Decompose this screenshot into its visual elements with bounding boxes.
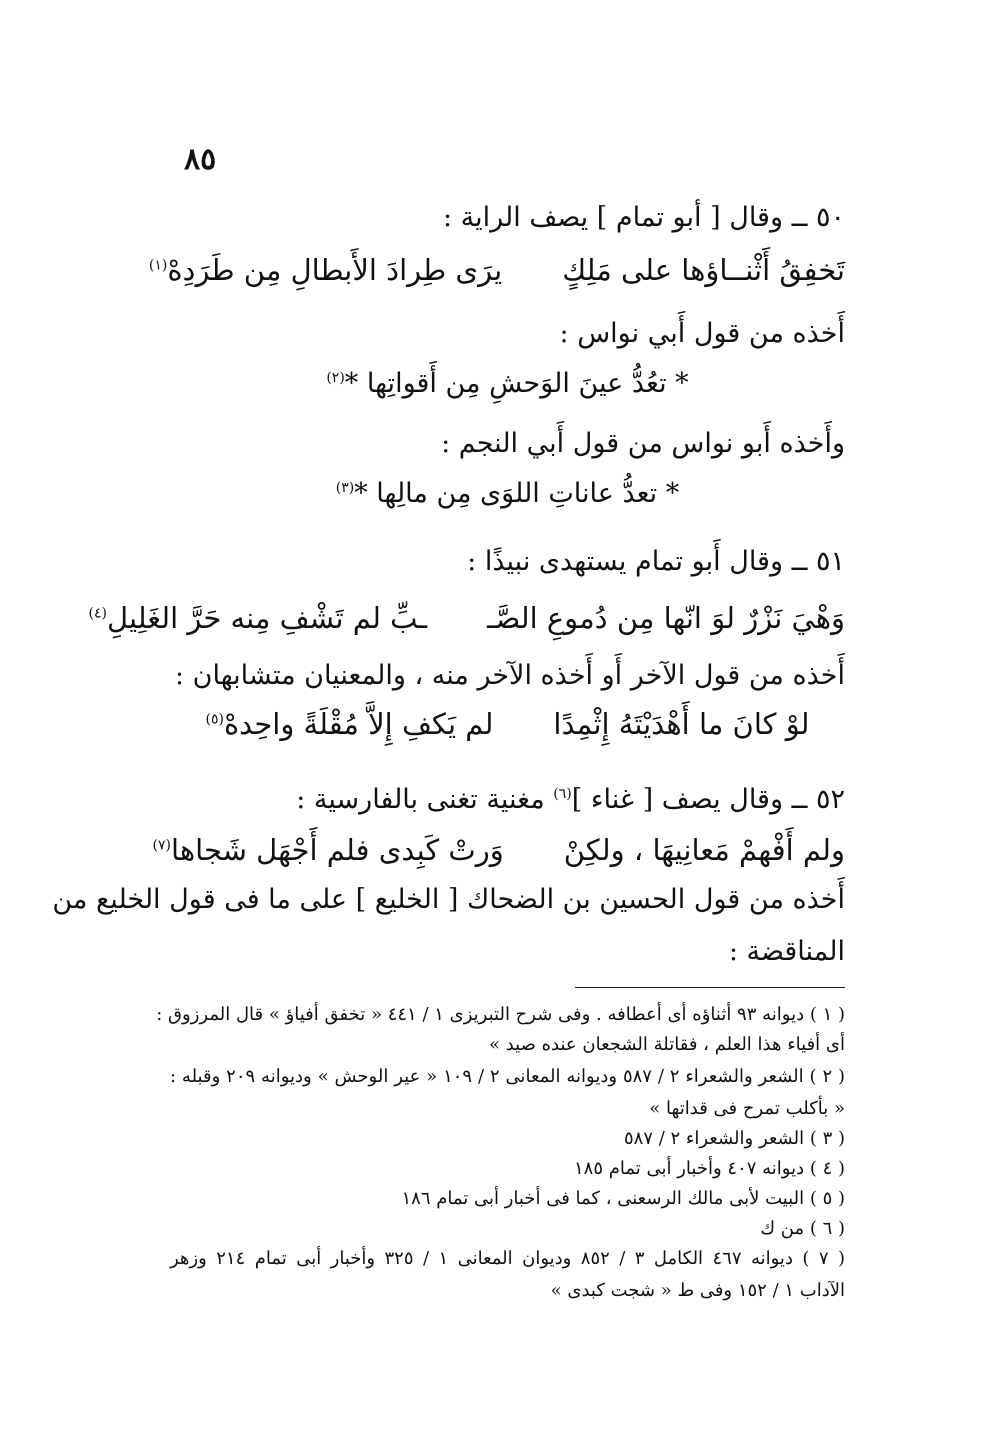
verse-hemistich: تَخفِقُ أَثْنــاؤها على مَلِكٍ: [562, 253, 845, 287]
entry-52-source: أَخذه من قول الحسين بن الضحاك [ الخليع ] على ما فى قول الخليع من: [52, 884, 845, 915]
footnote-line: ( ٥ ) البيت لأبى مالك الرسعنى ، كما فى أخبار أبى تمام ١٨٦: [401, 1188, 845, 1209]
verse-hemistich: وَرتْ كَبِدى فلم أَجْهَل شَجاها: [170, 833, 504, 867]
quote-text: * تعُدُّ عينَ الوَحشِ مِن أَقواتِها *: [344, 368, 689, 399]
entry-50-intro: ٥٠ ــ وقال [ أبو تمام ] يصف الراية :: [442, 202, 845, 233]
entry-50-quote: [170, 368, 845, 400]
entry-52-intro: [296, 784, 845, 816]
intro-text: مغنية تغنى بالفارسية :: [296, 784, 545, 815]
entry-50-source-2: وأَخذه أَبو نواس من قول أَبي النجم :: [441, 428, 845, 459]
footnote-mark: (٦): [553, 786, 572, 802]
verse-hemistich: لم يَكفِ إِلاَّ مُقْلَةً واحِدهْ: [223, 707, 494, 741]
footnote-line: ( ٣ ) الشعر والشعراء ٢ / ٥٨٧: [623, 1128, 845, 1149]
verse-hemistich: وَهْيَ نَزْرٌ لوَ انّها مِن دُموعِ الصَّـ: [487, 601, 845, 635]
entry-52-source-end: المناقضة :: [728, 936, 845, 967]
entry-50-quote-2: [170, 478, 845, 510]
entry-50-verse: [148, 252, 845, 288]
entry-51-verse: [88, 600, 845, 636]
verse-hemistich: لوْ كانَ ما أَهْدَيْتَهُ إِثْمِدًا: [553, 707, 810, 741]
entry-50-source: أَخذه من قول أَبي نواس :: [559, 318, 845, 349]
footnote-divider: [575, 987, 845, 988]
quote-text: * تعدُّ عاناتِ اللوَى مِن مالِها *: [354, 478, 680, 509]
entry-51-intro: ٥١ ــ وقال أَبو تمام يستهدى نبيذًا :: [467, 546, 845, 577]
footnote-line: ( ٢ ) الشعر والشعراء ٢ / ٥٨٧ وديوانه المعانى ٢ / ١٠٩ « عير الوحش » وديوانه ٢٠٩ وقبله :: [170, 1066, 846, 1087]
footnote-mark: (٧): [152, 837, 171, 854]
footnote-mark: (١): [148, 257, 168, 274]
footnote-line: أى أفياء هذا العلم ، فقاتلة الشجعان عنده صيد »: [488, 1034, 845, 1055]
footnote-line: ( ٤ ) ديوانه ٤٠٧ وأخبار أبى تمام ١٨٥: [573, 1158, 845, 1179]
footnote-line: الآداب ١ / ١٥٢ وفى ط « شجت كبدى »: [550, 1280, 845, 1301]
footnote-mark: (٢): [326, 370, 345, 386]
entry-51-verse-2: [170, 706, 845, 742]
footnote-line: « بأكلب تمرح فى قداتها »: [649, 1098, 845, 1119]
verse-hemistich: يرَى طِرادَ الأَبطالِ مِن طَرَدِهْ: [167, 253, 503, 287]
page-number: ٨٥: [184, 142, 217, 177]
intro-text: ٥٢ ــ وقال يصف [ غناء ]: [571, 784, 845, 815]
verse-hemistich: ولم أَفْهمْ مَعانِيهَا ، ولكِنْ: [563, 833, 845, 867]
entry-51-source: أَخذه من قول الآخر أَو أَخذه الآخر منه ، والمعنيان متشابهان :: [174, 660, 845, 691]
footnote-mark: (٥): [205, 711, 224, 728]
entry-52-verse: [153, 832, 845, 868]
footnote-line: ( ١ ) ديوانه ٩٣ أثناؤه أى أعطافه . وفى شرح التبريزى ١ / ٤٤١ « تخفق أفياؤ » قال المرزوق :: [156, 1004, 845, 1025]
verse-hemistich: ـبِّ لم تَشْفِ مِنه حَرَّ الغَلِيلِ: [106, 601, 428, 635]
footnote-line: ( ٧ ) ديوانه ٤٦٧ الكامل ٣ / ٨٥٢ وديوان المعانى ١ / ٣٢٥ وأخبار أبى تمام ٢١٤ وزهر: [170, 1248, 845, 1269]
footnote-line: ( ٦ ) من ك: [760, 1218, 845, 1239]
footnote-mark: (٣): [335, 480, 355, 496]
footnote-mark: (٤): [88, 605, 107, 622]
